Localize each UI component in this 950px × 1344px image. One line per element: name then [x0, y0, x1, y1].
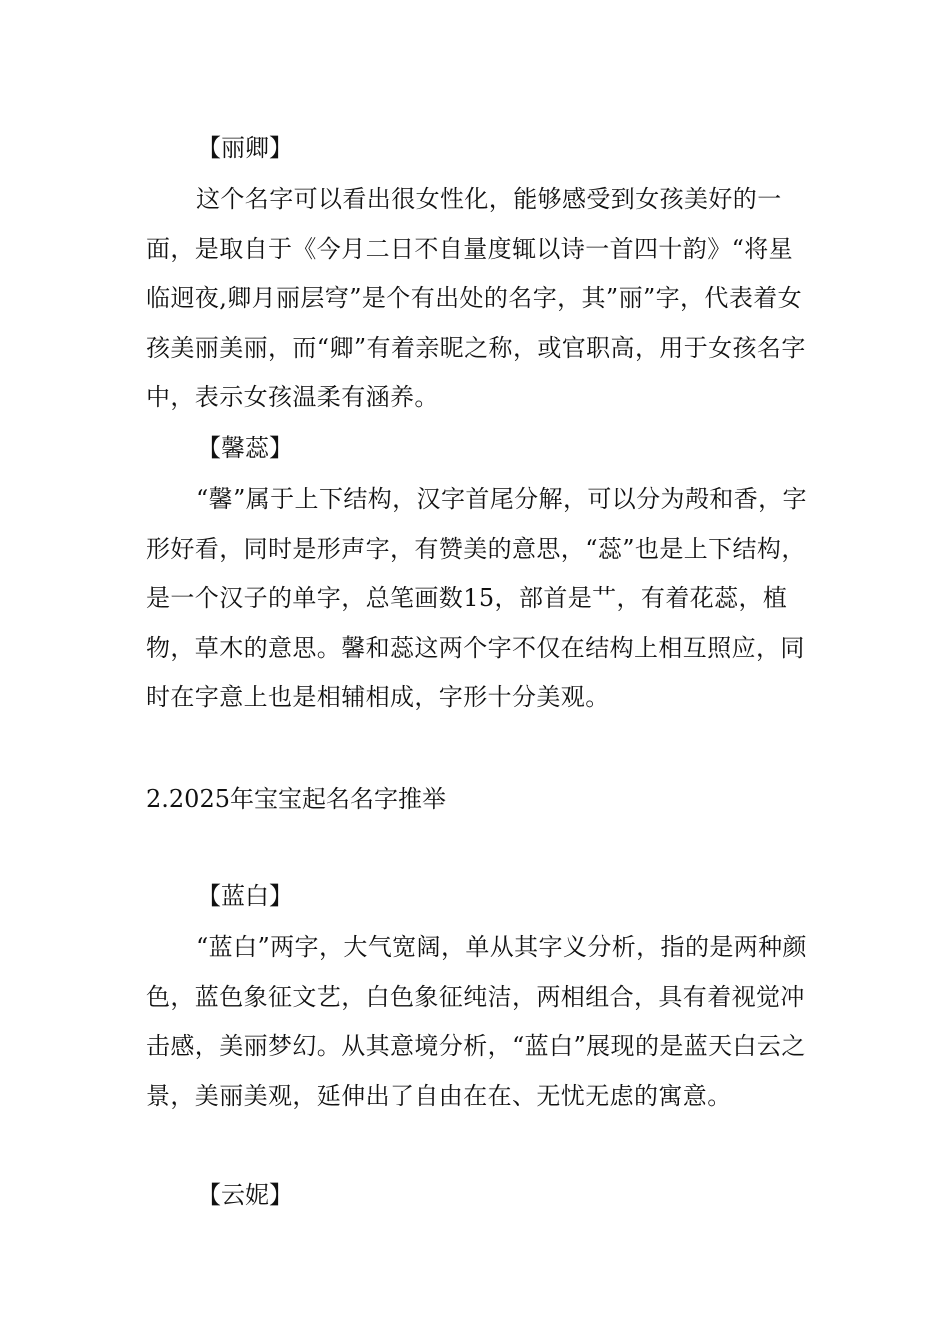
paragraph-lanbai: “蓝白”两字，大气宽阔，单从其字义分析，指的是两种颜色，蓝色象征文艺，白色象征纯洁，两相组合，具有着视觉冲击感，美丽梦幻。从其意境分析，“蓝白”展现的是蓝天白云之景，美丽美观，延伸出了自由在在、无忧无虑的寓意。	[146, 933, 807, 1110]
section-title: 2.2025年宝宝起名名字推举	[146, 785, 446, 813]
name-heading-lanbai: 【蓝白】	[197, 882, 293, 910]
name-heading-xinrui: 【馨蕊】	[197, 434, 293, 462]
paragraph-liqing: 这个名字可以看出很女性化，能够感受到女孩美好的一面，是取自于《今月二日不自量度辄以诗一首四十韵》“将星临迥夜,卿月丽层穹”是个有出处的名字，其”丽”字，代表着女孩美丽美丽，而“卿”有着亲昵之称，或官职高，用于女孩名字中，表示女孩温柔有涵养。	[146, 185, 806, 411]
name-heading-yunni: 【云妮】	[197, 1181, 293, 1209]
paragraph-xinrui: “馨”属于上下结构，汉字首尾分解，可以分为殸和香，字形好看，同时是形声字，有赞美的意思，“蕊”也是上下结构，是一个汉子的单字，总笔画数15，部首是艹，有着花蕊，植物，草木的意思。馨和蕊这两个字不仅在结构上相互照应，同时在字意上也是相辅相成，字形十分美观。	[146, 485, 807, 711]
name-heading-liqing: 【丽卿】	[197, 134, 293, 162]
